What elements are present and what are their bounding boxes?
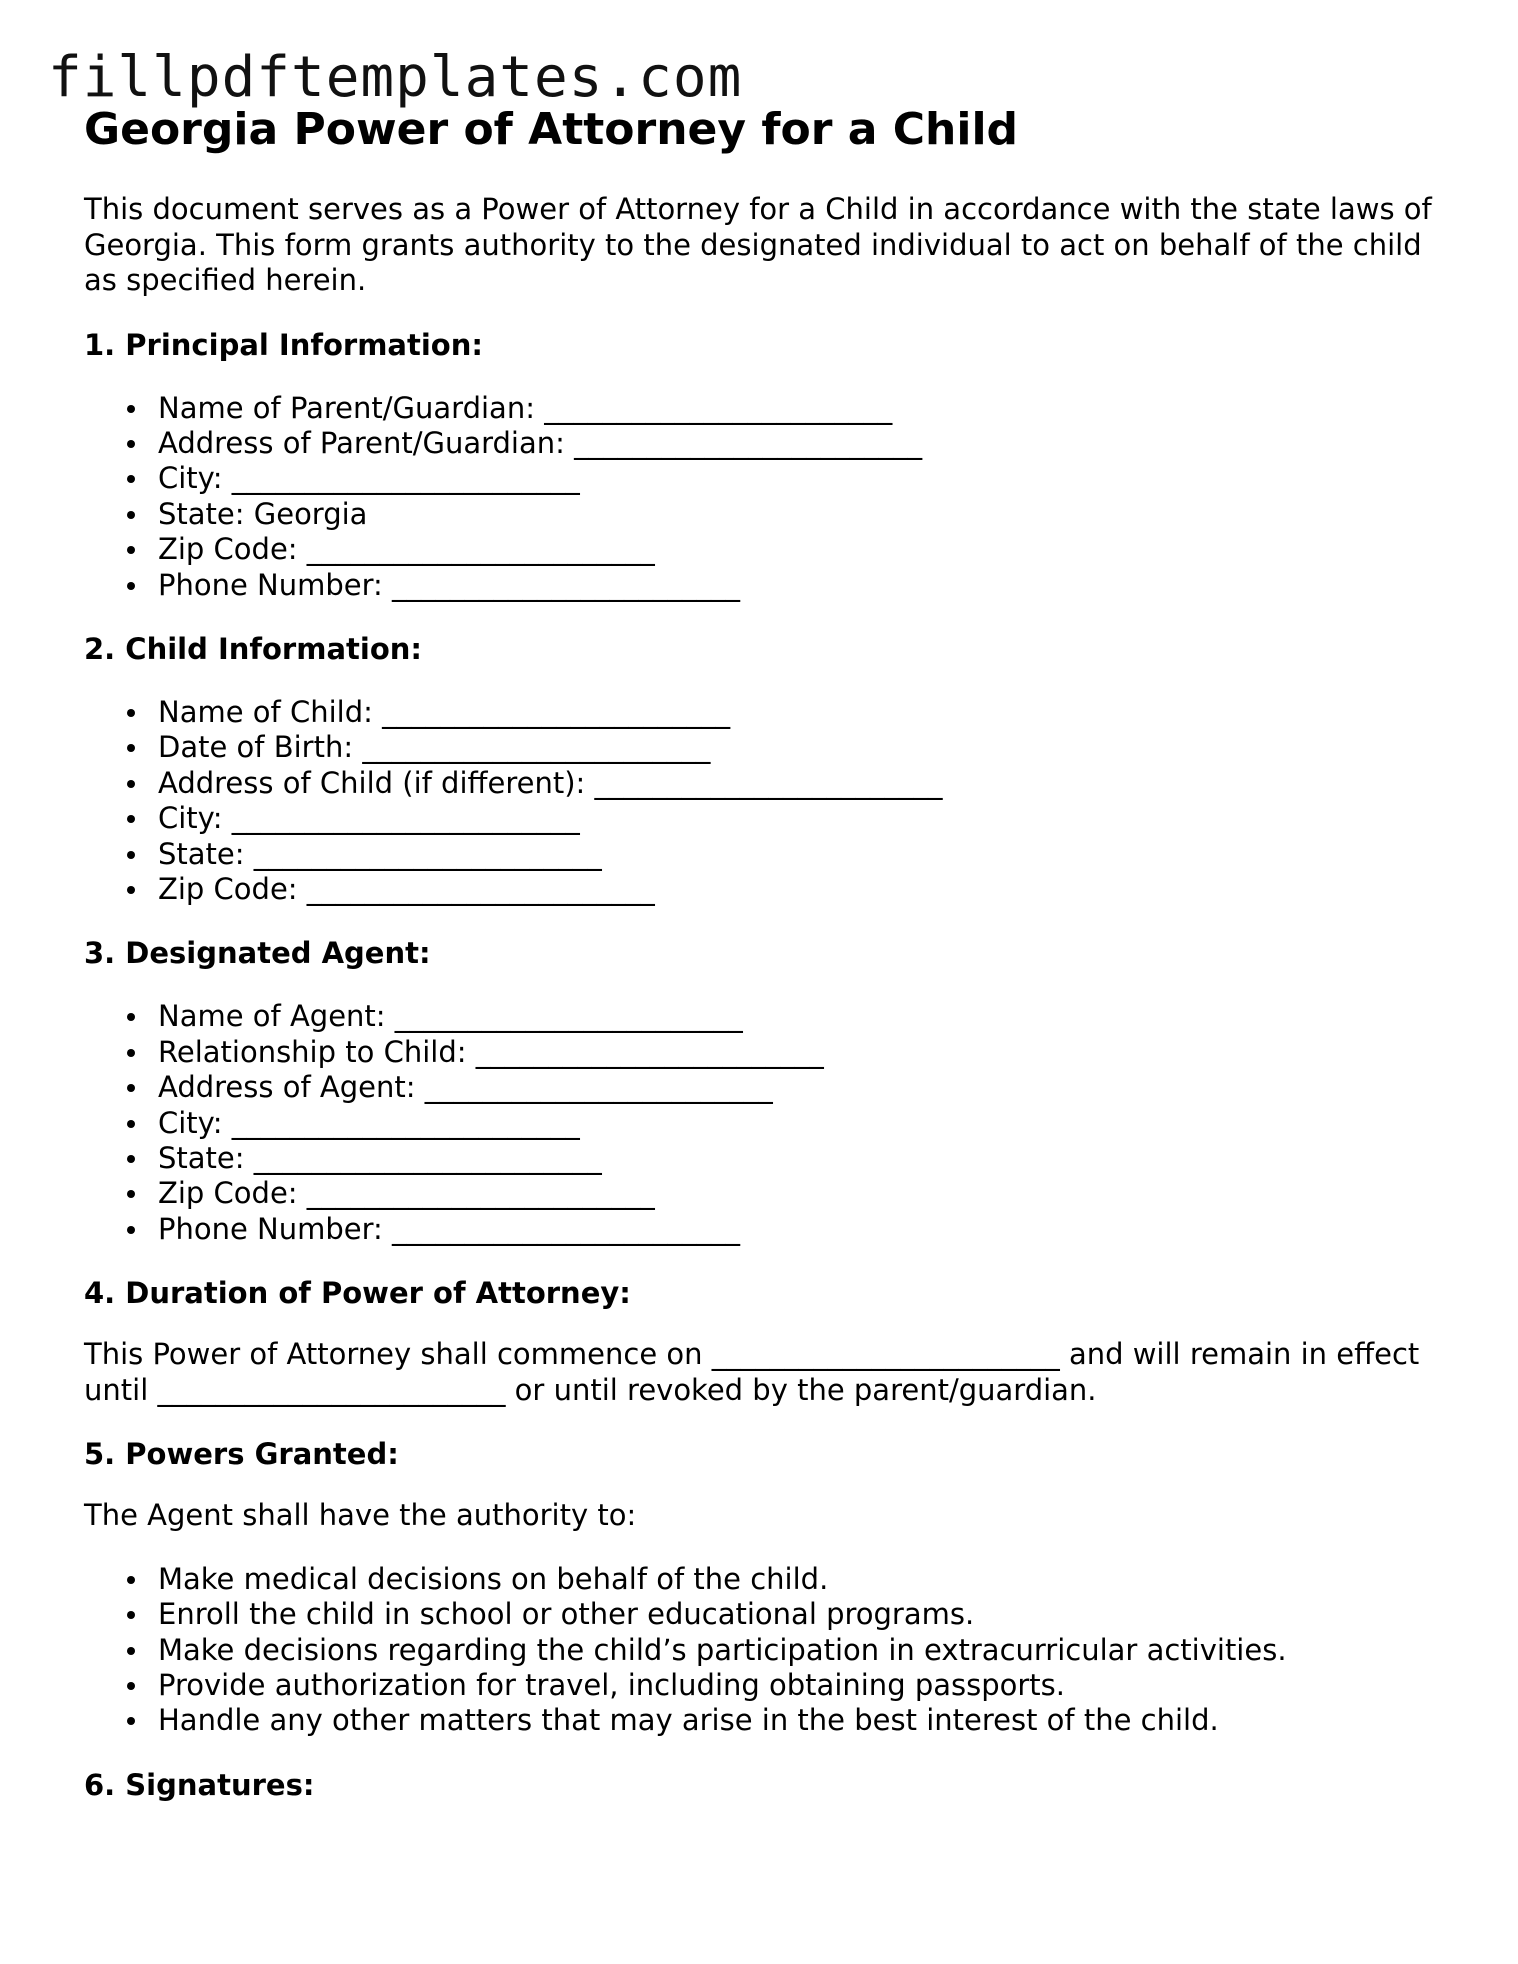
section-heading-agent: 3. Designated Agent: bbox=[84, 936, 431, 971]
list-item: Name of Agent: ________________________ bbox=[158, 999, 1444, 1034]
list-item: Name of Parent/Guardian: ________________________ bbox=[158, 391, 1444, 426]
list-item: State: ________________________ bbox=[158, 1141, 1444, 1176]
list-item: Address of Parent/Guardian: ________________________ bbox=[158, 426, 1444, 461]
document-page bbox=[84, 100, 1444, 1803]
list-item: City: ________________________ bbox=[158, 801, 1444, 836]
list-item: Address of Agent: ________________________ bbox=[158, 1070, 1444, 1105]
intro-paragraph: This document serves as a Power of Attorney for a Child in accordance with the state laws of Georgia. This form grants authority to the designated individual to act on behalf of the child as specified herein. bbox=[84, 192, 1432, 297]
powers-list bbox=[84, 1562, 1444, 1739]
list-item: State: ________________________ bbox=[158, 837, 1444, 872]
section-heading-child: 2. Child Information: bbox=[84, 631, 422, 666]
child-list bbox=[84, 695, 1444, 907]
list-item: Make medical decisions on behalf of the child. bbox=[158, 1562, 1444, 1597]
list-item: Enroll the child in school or other educational programs. bbox=[158, 1597, 1444, 1632]
watermark-text: fillpdftemplates.com bbox=[48, 45, 743, 110]
list-item: Zip Code: ________________________ bbox=[158, 532, 1444, 567]
list-item: City: ________________________ bbox=[158, 461, 1444, 496]
list-item: Name of Child: ________________________ bbox=[158, 695, 1444, 730]
list-item: State: Georgia bbox=[158, 497, 1444, 532]
list-item: Zip Code: ________________________ bbox=[158, 872, 1444, 907]
section-heading-duration: 4. Duration of Power of Attorney: bbox=[84, 1276, 631, 1311]
list-item: Zip Code: ________________________ bbox=[158, 1176, 1444, 1211]
list-item: Provide authorization for travel, including obtaining passports. bbox=[158, 1668, 1444, 1703]
principal-list bbox=[84, 391, 1444, 603]
section-heading-signatures: 6. Signatures: bbox=[84, 1767, 315, 1802]
list-item: City: ________________________ bbox=[158, 1106, 1444, 1141]
list-item: Make decisions regarding the child’s participation in extracurricular activities. bbox=[158, 1633, 1444, 1668]
list-item: Date of Birth: ________________________ bbox=[158, 730, 1444, 765]
document-title: Georgia Power of Attorney for a Child bbox=[84, 104, 1019, 155]
list-item: Phone Number: ________________________ bbox=[158, 568, 1444, 603]
duration-paragraph: This Power of Attorney shall commence on ________________________ and will remain in effect until ________________________ or until revoked by the parent/guardian. bbox=[84, 1337, 1420, 1407]
list-item: Relationship to Child: ________________________ bbox=[158, 1035, 1444, 1070]
powers-intro: The Agent shall have the authority to: bbox=[84, 1498, 637, 1533]
section-heading-principal: 1. Principal Information: bbox=[84, 327, 483, 362]
list-item: Handle any other matters that may arise in the best interest of the child. bbox=[158, 1703, 1444, 1738]
list-item: Phone Number: ________________________ bbox=[158, 1212, 1444, 1247]
section-heading-powers: 5. Powers Granted: bbox=[84, 1437, 399, 1472]
list-item: Address of Child (if different): ________________________ bbox=[158, 766, 1444, 801]
agent-list bbox=[84, 999, 1444, 1247]
